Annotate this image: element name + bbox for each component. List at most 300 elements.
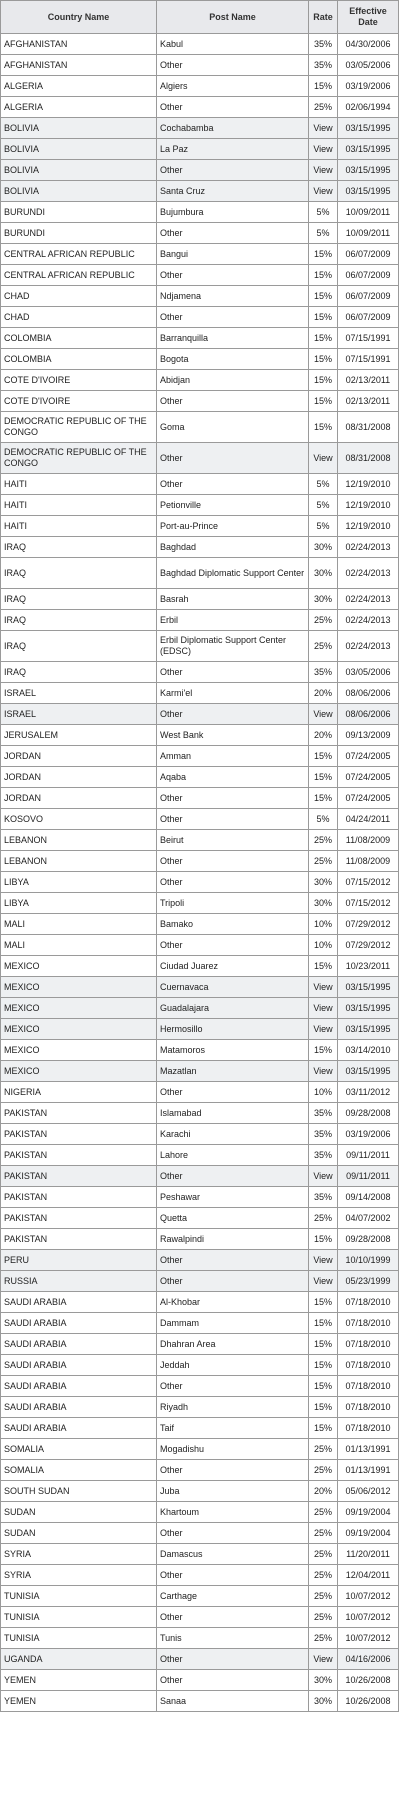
rate-cell: 25% <box>309 1607 338 1628</box>
table-row <box>1 1292 399 1313</box>
post-cell: La Paz <box>157 139 309 160</box>
table-row <box>1 1418 399 1439</box>
date-cell: 06/07/2009 <box>338 286 399 307</box>
rate-cell: 15% <box>309 391 338 412</box>
rate-cell: View <box>309 1649 338 1670</box>
date-cell: 01/13/1991 <box>338 1460 399 1481</box>
rate-cell: 25% <box>309 631 338 662</box>
post-cell: Aqaba <box>157 767 309 788</box>
rate-cell: 30% <box>309 872 338 893</box>
post-cell: Mogadishu <box>157 1439 309 1460</box>
rate-cell: 20% <box>309 683 338 704</box>
date-cell: 07/18/2010 <box>338 1397 399 1418</box>
table-row <box>1 998 399 1019</box>
rate-cell: 5% <box>309 516 338 537</box>
rate-cell: 15% <box>309 286 338 307</box>
country-cell: BOLIVIA <box>1 139 157 160</box>
table-row <box>1 1649 399 1670</box>
date-cell: 02/24/2013 <box>338 631 399 662</box>
country-cell: LIBYA <box>1 872 157 893</box>
table-row <box>1 809 399 830</box>
country-cell: KOSOVO <box>1 809 157 830</box>
date-cell: 03/19/2006 <box>338 76 399 97</box>
post-cell: Cuernavaca <box>157 977 309 998</box>
post-cell: Baghdad Diplomatic Support Center <box>157 558 309 589</box>
date-cell: 07/18/2010 <box>338 1334 399 1355</box>
rate-cell: 15% <box>309 767 338 788</box>
date-cell: 09/28/2008 <box>338 1229 399 1250</box>
country-cell: AFGHANISTAN <box>1 34 157 55</box>
country-cell: HAITI <box>1 516 157 537</box>
post-cell: Other <box>157 1460 309 1481</box>
rate-cell: 15% <box>309 1313 338 1334</box>
date-cell: 09/28/2008 <box>338 1103 399 1124</box>
rate-cell: 30% <box>309 893 338 914</box>
post-cell: Erbil Diplomatic Support Center (EDSC) <box>157 631 309 662</box>
date-cell: 03/15/1995 <box>338 139 399 160</box>
post-cell: Hermosillo <box>157 1019 309 1040</box>
date-cell: 10/09/2011 <box>338 223 399 244</box>
post-cell: Abidjan <box>157 370 309 391</box>
country-cell: IRAQ <box>1 610 157 631</box>
date-cell: 09/11/2011 <box>338 1166 399 1187</box>
country-cell: JORDAN <box>1 746 157 767</box>
post-cell: Other <box>157 160 309 181</box>
rate-cell: 35% <box>309 55 338 76</box>
rate-cell: 25% <box>309 1544 338 1565</box>
date-cell: 07/15/2012 <box>338 872 399 893</box>
country-cell: AFGHANISTAN <box>1 55 157 76</box>
table-row <box>1 767 399 788</box>
column-header-country[interactable]: Country Name <box>1 1 157 34</box>
date-cell: 09/11/2011 <box>338 1145 399 1166</box>
country-cell: SAUDI ARABIA <box>1 1397 157 1418</box>
table-row <box>1 139 399 160</box>
country-cell: IRAQ <box>1 631 157 662</box>
rate-cell: 5% <box>309 809 338 830</box>
rate-cell: 15% <box>309 1418 338 1439</box>
country-cell: NIGERIA <box>1 1082 157 1103</box>
rate-cell: 30% <box>309 589 338 610</box>
date-cell: 08/31/2008 <box>338 412 399 443</box>
column-header-rate[interactable]: Rate <box>309 1 338 34</box>
table-row <box>1 160 399 181</box>
post-cell: Ndjamena <box>157 286 309 307</box>
post-cell: Other <box>157 307 309 328</box>
date-cell: 02/24/2013 <box>338 589 399 610</box>
date-cell: 08/31/2008 <box>338 443 399 474</box>
date-cell: 12/04/2011 <box>338 1565 399 1586</box>
date-cell: 02/24/2013 <box>338 610 399 631</box>
date-cell: 06/07/2009 <box>338 307 399 328</box>
country-cell: SAUDI ARABIA <box>1 1292 157 1313</box>
country-cell: MEXICO <box>1 956 157 977</box>
post-cell: Al-Khobar <box>157 1292 309 1313</box>
rate-cell: View <box>309 118 338 139</box>
post-cell: Guadalajara <box>157 998 309 1019</box>
post-cell: Other <box>157 1082 309 1103</box>
rate-cell: View <box>309 1166 338 1187</box>
date-cell: 12/19/2010 <box>338 474 399 495</box>
date-cell: 03/15/1995 <box>338 998 399 1019</box>
table-row <box>1 412 399 443</box>
rate-cell: 30% <box>309 1670 338 1691</box>
column-header-date[interactable]: Effective Date <box>338 1 399 34</box>
rate-cell: 15% <box>309 349 338 370</box>
table-row <box>1 1103 399 1124</box>
post-cell: Jeddah <box>157 1355 309 1376</box>
rate-cell: 15% <box>309 76 338 97</box>
rate-cell: 35% <box>309 1103 338 1124</box>
post-cell: Other <box>157 474 309 495</box>
country-cell: COTE D'IVOIRE <box>1 391 157 412</box>
table-row <box>1 1250 399 1271</box>
post-cell: Kabul <box>157 34 309 55</box>
date-cell: 10/26/2008 <box>338 1691 399 1712</box>
post-cell: Peshawar <box>157 1187 309 1208</box>
date-cell: 08/06/2006 <box>338 704 399 725</box>
table-row <box>1 328 399 349</box>
country-cell: HAITI <box>1 474 157 495</box>
country-cell: TUNISIA <box>1 1586 157 1607</box>
post-cell: Riyadh <box>157 1397 309 1418</box>
date-cell: 09/19/2004 <box>338 1523 399 1544</box>
post-cell: Other <box>157 1523 309 1544</box>
post-cell: Other <box>157 265 309 286</box>
date-cell: 06/07/2009 <box>338 265 399 286</box>
date-cell: 08/06/2006 <box>338 683 399 704</box>
table-row <box>1 788 399 809</box>
table-row <box>1 1544 399 1565</box>
date-cell: 10/10/1999 <box>338 1250 399 1271</box>
post-cell: Other <box>157 1649 309 1670</box>
country-cell: LEBANON <box>1 830 157 851</box>
post-cell: Juba <box>157 1481 309 1502</box>
country-cell: ALGERIA <box>1 97 157 118</box>
country-cell: COLOMBIA <box>1 349 157 370</box>
post-cell: Dammam <box>157 1313 309 1334</box>
rate-cell: 35% <box>309 662 338 683</box>
date-cell: 10/07/2012 <box>338 1607 399 1628</box>
table-row <box>1 202 399 223</box>
post-cell: Other <box>157 1376 309 1397</box>
rate-cell: 15% <box>309 1040 338 1061</box>
header-row <box>1 1 399 34</box>
date-cell: 02/13/2011 <box>338 370 399 391</box>
table-row <box>1 1670 399 1691</box>
post-cell: Karmi'el <box>157 683 309 704</box>
country-cell: PAKISTAN <box>1 1166 157 1187</box>
country-cell: IRAQ <box>1 537 157 558</box>
table-row <box>1 1313 399 1334</box>
rate-cell: 25% <box>309 610 338 631</box>
country-cell: PAKISTAN <box>1 1229 157 1250</box>
table-row <box>1 1040 399 1061</box>
post-cell: Cochabamba <box>157 118 309 139</box>
country-cell: BURUNDI <box>1 202 157 223</box>
date-cell: 07/18/2010 <box>338 1376 399 1397</box>
date-cell: 03/15/1995 <box>338 181 399 202</box>
rate-cell: 35% <box>309 1187 338 1208</box>
country-cell: MEXICO <box>1 998 157 1019</box>
post-cell: Erbil <box>157 610 309 631</box>
country-cell: MALI <box>1 914 157 935</box>
country-cell: MALI <box>1 935 157 956</box>
rate-cell: 30% <box>309 1691 338 1712</box>
table-row <box>1 244 399 265</box>
rate-cell: View <box>309 1250 338 1271</box>
date-cell: 10/09/2011 <box>338 202 399 223</box>
post-cell: Lahore <box>157 1145 309 1166</box>
rate-cell: View <box>309 1061 338 1082</box>
rate-cell: 15% <box>309 370 338 391</box>
date-cell: 04/24/2011 <box>338 809 399 830</box>
country-cell: ISRAEL <box>1 704 157 725</box>
rate-cell: 15% <box>309 1355 338 1376</box>
post-cell: Baghdad <box>157 537 309 558</box>
country-cell: MEXICO <box>1 977 157 998</box>
post-cell: West Bank <box>157 725 309 746</box>
post-cell: Dhahran Area <box>157 1334 309 1355</box>
country-cell: BOLIVIA <box>1 181 157 202</box>
date-cell: 06/07/2009 <box>338 244 399 265</box>
country-cell: YEMEN <box>1 1670 157 1691</box>
table-row <box>1 1565 399 1586</box>
post-cell: Barranquilla <box>157 328 309 349</box>
post-cell: Khartoum <box>157 1502 309 1523</box>
country-cell: JERUSALEM <box>1 725 157 746</box>
table-row <box>1 683 399 704</box>
rate-cell: View <box>309 977 338 998</box>
post-cell: Other <box>157 662 309 683</box>
country-cell: CENTRAL AFRICAN REPUBLIC <box>1 244 157 265</box>
table-row <box>1 704 399 725</box>
date-cell: 03/15/1995 <box>338 977 399 998</box>
table-row <box>1 1019 399 1040</box>
rate-cell: 15% <box>309 1229 338 1250</box>
table-row <box>1 1439 399 1460</box>
country-cell: YEMEN <box>1 1691 157 1712</box>
table-row <box>1 851 399 872</box>
table-row <box>1 631 399 662</box>
rate-cell: 10% <box>309 914 338 935</box>
country-cell: PAKISTAN <box>1 1208 157 1229</box>
table-row <box>1 935 399 956</box>
date-cell: 05/06/2012 <box>338 1481 399 1502</box>
date-cell: 07/24/2005 <box>338 788 399 809</box>
rate-cell: 15% <box>309 1334 338 1355</box>
post-cell: Mazatlan <box>157 1061 309 1082</box>
date-cell: 05/23/1999 <box>338 1271 399 1292</box>
post-cell: Tunis <box>157 1628 309 1649</box>
date-cell: 03/15/1995 <box>338 1019 399 1040</box>
date-cell: 11/08/2009 <box>338 830 399 851</box>
table-row <box>1 1124 399 1145</box>
post-cell: Port-au-Prince <box>157 516 309 537</box>
rate-cell: 15% <box>309 956 338 977</box>
rate-cell: 25% <box>309 1523 338 1544</box>
post-cell: Quetta <box>157 1208 309 1229</box>
table-row <box>1 610 399 631</box>
date-cell: 03/14/2010 <box>338 1040 399 1061</box>
rate-cell: 5% <box>309 223 338 244</box>
country-cell: MEXICO <box>1 1019 157 1040</box>
rate-cell: 15% <box>309 746 338 767</box>
table-row <box>1 1460 399 1481</box>
date-cell: 12/19/2010 <box>338 516 399 537</box>
rate-cell: 20% <box>309 725 338 746</box>
rate-cell: 25% <box>309 97 338 118</box>
rate-cell: 15% <box>309 244 338 265</box>
date-cell: 10/26/2008 <box>338 1670 399 1691</box>
date-cell: 07/15/2012 <box>338 893 399 914</box>
country-cell: PAKISTAN <box>1 1103 157 1124</box>
table-row <box>1 97 399 118</box>
post-cell: Other <box>157 1271 309 1292</box>
date-cell: 09/14/2008 <box>338 1187 399 1208</box>
date-cell: 04/30/2006 <box>338 34 399 55</box>
rate-cell: View <box>309 1019 338 1040</box>
table-row <box>1 1145 399 1166</box>
date-cell: 10/23/2011 <box>338 956 399 977</box>
date-cell: 03/05/2006 <box>338 55 399 76</box>
table-row <box>1 1376 399 1397</box>
table-row <box>1 725 399 746</box>
post-cell: Other <box>157 788 309 809</box>
country-cell: SAUDI ARABIA <box>1 1334 157 1355</box>
rate-cell: 25% <box>309 851 338 872</box>
country-cell: SYRIA <box>1 1565 157 1586</box>
post-cell: Beirut <box>157 830 309 851</box>
post-cell: Rawalpindi <box>157 1229 309 1250</box>
post-cell: Other <box>157 1166 309 1187</box>
table-row <box>1 34 399 55</box>
country-cell: BURUNDI <box>1 223 157 244</box>
rate-cell: 5% <box>309 474 338 495</box>
rate-cell: View <box>309 181 338 202</box>
date-cell: 12/19/2010 <box>338 495 399 516</box>
date-cell: 02/06/1994 <box>338 97 399 118</box>
rate-cell: 10% <box>309 1082 338 1103</box>
country-cell: JORDAN <box>1 767 157 788</box>
table-row <box>1 893 399 914</box>
rate-cell: 10% <box>309 935 338 956</box>
country-cell: COTE D'IVOIRE <box>1 370 157 391</box>
post-cell: Other <box>157 443 309 474</box>
table-row <box>1 370 399 391</box>
table-row <box>1 1229 399 1250</box>
post-cell: Other <box>157 1670 309 1691</box>
date-cell: 03/15/1995 <box>338 1061 399 1082</box>
country-cell: SYRIA <box>1 1544 157 1565</box>
country-cell: PAKISTAN <box>1 1145 157 1166</box>
date-cell: 01/13/1991 <box>338 1439 399 1460</box>
post-cell: Matamoros <box>157 1040 309 1061</box>
post-cell: Other <box>157 97 309 118</box>
date-cell: 04/07/2002 <box>338 1208 399 1229</box>
post-cell: Amman <box>157 746 309 767</box>
table-row <box>1 1208 399 1229</box>
table-row <box>1 537 399 558</box>
rate-cell: 25% <box>309 830 338 851</box>
table-row <box>1 1523 399 1544</box>
post-cell: Tripoli <box>157 893 309 914</box>
date-cell: 07/29/2012 <box>338 935 399 956</box>
post-cell: Sanaa <box>157 1691 309 1712</box>
table-row <box>1 76 399 97</box>
country-cell: UGANDA <box>1 1649 157 1670</box>
rate-cell: View <box>309 1271 338 1292</box>
table-row <box>1 1502 399 1523</box>
table-row <box>1 872 399 893</box>
date-cell: 11/20/2011 <box>338 1544 399 1565</box>
table-row <box>1 443 399 474</box>
country-cell: ISRAEL <box>1 683 157 704</box>
table-row <box>1 265 399 286</box>
rate-cell: 25% <box>309 1628 338 1649</box>
rate-cell: 25% <box>309 1439 338 1460</box>
post-cell: Damascus <box>157 1544 309 1565</box>
rate-cell: 25% <box>309 1208 338 1229</box>
post-cell: Santa Cruz <box>157 181 309 202</box>
country-cell: CENTRAL AFRICAN REPUBLIC <box>1 265 157 286</box>
country-cell: IRAQ <box>1 558 157 589</box>
post-cell: Carthage <box>157 1586 309 1607</box>
date-cell: 10/07/2012 <box>338 1628 399 1649</box>
table-row <box>1 1061 399 1082</box>
post-cell: Other <box>157 704 309 725</box>
country-cell: JORDAN <box>1 788 157 809</box>
country-cell: CHAD <box>1 307 157 328</box>
country-cell: BOLIVIA <box>1 118 157 139</box>
table-row <box>1 474 399 495</box>
country-cell: SAUDI ARABIA <box>1 1418 157 1439</box>
country-cell: IRAQ <box>1 589 157 610</box>
date-cell: 02/24/2013 <box>338 558 399 589</box>
rate-cell: 25% <box>309 1502 338 1523</box>
post-cell: Other <box>157 851 309 872</box>
country-cell: DEMOCRATIC REPUBLIC OF THE CONGO <box>1 412 157 443</box>
rate-cell: 15% <box>309 265 338 286</box>
rate-cell: 25% <box>309 1565 338 1586</box>
date-cell: 07/18/2010 <box>338 1418 399 1439</box>
column-header-post[interactable]: Post Name <box>157 1 309 34</box>
post-cell: Islamabad <box>157 1103 309 1124</box>
rate-cell: 15% <box>309 1376 338 1397</box>
rate-cell: 25% <box>309 1460 338 1481</box>
country-cell: SAUDI ARABIA <box>1 1313 157 1334</box>
post-cell: Taif <box>157 1418 309 1439</box>
table-row <box>1 558 399 589</box>
table-row <box>1 349 399 370</box>
date-cell: 03/19/2006 <box>338 1124 399 1145</box>
rate-cell: 15% <box>309 328 338 349</box>
date-cell: 10/07/2012 <box>338 1586 399 1607</box>
post-cell: Goma <box>157 412 309 443</box>
country-cell: SOUTH SUDAN <box>1 1481 157 1502</box>
rate-cell: View <box>309 139 338 160</box>
post-cell: Algiers <box>157 76 309 97</box>
date-cell: 07/29/2012 <box>338 914 399 935</box>
rate-cell: 30% <box>309 537 338 558</box>
rate-cell: 15% <box>309 788 338 809</box>
post-cell: Other <box>157 1565 309 1586</box>
country-cell: CHAD <box>1 286 157 307</box>
country-cell: DEMOCRATIC REPUBLIC OF THE CONGO <box>1 443 157 474</box>
post-cell: Other <box>157 391 309 412</box>
country-cell: COLOMBIA <box>1 328 157 349</box>
post-cell: Other <box>157 223 309 244</box>
